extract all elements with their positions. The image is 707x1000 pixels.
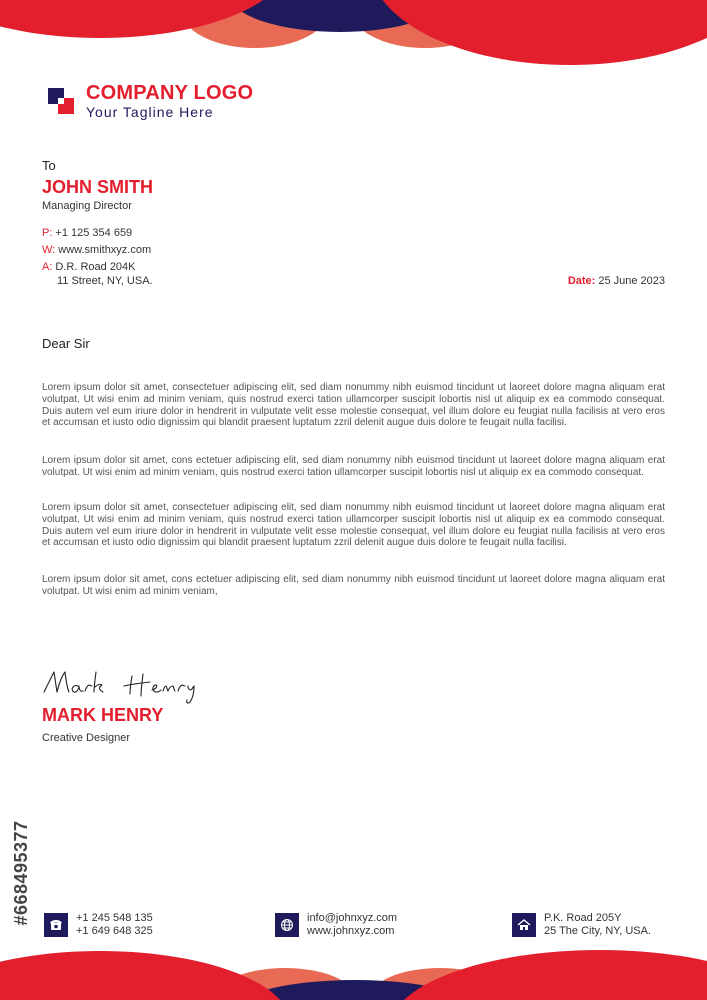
company-logo [46,82,253,120]
sender-name: MARK HENRY [42,705,164,725]
footer-address-1: P.K. Road 205Y [544,912,622,924]
footer-phone-2: +1 649 648 325 [76,924,153,937]
recipient-address [42,261,136,273]
footer-address-block [512,912,651,937]
salutation: Dear Sir [42,336,90,351]
body-paragraph-4: Lorem ipsum dolor sit amet, cons ectetuer adipiscing elit, sed diam nonummy nibh euismod tincidunt ut laoreet dolore magna aliquam erat volutpat. Ut wisi enim ad minim veniam, [42,574,665,597]
web-key: W: [42,244,56,256]
footer-email[interactable]: info@johnxyz.com [307,912,398,924]
footer-phone-1: +1 245 548 135 [76,912,153,924]
footer-address-2: 25 The City, NY, USA. [544,924,651,937]
globe-icon [275,913,299,937]
date-label: Date: [567,275,596,287]
address-key: A: [42,261,53,273]
recipient-phone [42,227,132,239]
home-icon [512,913,536,937]
to-label: To [42,158,56,173]
footer-website[interactable]: www.johnxyz.com [307,924,395,937]
letter-date [568,275,665,287]
body-paragraph-3: Lorem ipsum dolor sit amet, consectetuer adipiscing elit, sed diam nonummy nibh euismod tincidunt ut laoreet dolore magna aliquam erat volutpat. Ut wisi enim ad minim veniam, quis nostrud exerci tation ullamcorper suscipit lobortis nisl ut aliquip ex ea commodo consequat. Duis autem vel eum iriure dolor in hendrerit in vulputate velit esse molestie consequat, vel illum dolore eu feugiat nulla facilisis at vero eros et accumsan et iusto odio dignissim qui blandit praesent luptatum zzril delenit augue duis dolore te feugait nulla facilisi. [42,502,665,549]
recipient-name: JOHN SMITH [42,177,154,197]
sender-title: Creative Designer [42,732,131,744]
recipient-title: Managing Director [42,200,132,212]
logo-title: COMPANY LOGO [86,82,254,104]
logo-squares-icon [46,86,76,116]
web-value: www.smithxyz.com [58,244,152,256]
footer-web-block [275,912,397,937]
body-paragraph-2: Lorem ipsum dolor sit amet, cons ectetuer adipiscing elit, sed diam nonummy nibh euismod tincidunt ut laoreet dolore magna aliquam erat volutpat. Ut wisi enim ad minim veniam, quis nostrud exerci tation ullamcorper suscipit lobortis nisl ut aliquip ex ea commodo consequat. [42,455,665,478]
header-wave-decoration [0,0,707,80]
phone-value: +1 125 354 659 [55,227,133,239]
address-line2: 11 Street, NY, USA. [57,275,153,287]
footer-wave-decoration [0,948,707,1000]
logo-tagline: Your Tagline Here [86,104,214,120]
footer-phone-block [44,912,153,937]
date-value: 25 June 2023 [598,275,665,287]
phone-icon [44,913,68,937]
body-paragraph-1: Lorem ipsum dolor sit amet, consectetuer adipiscing elit, sed diam nonummy nibh euismod tincidunt ut laoreet dolore magna aliquam erat volutpat. Ut wisi enim ad minim veniam, quis nostrud exerci tation ullamcorper suscipit lobortis nisl ut aliquip ex ea commodo consequat. Duis autem vel eum iriure dolor in hendrerit in vulputate velit esse molestie consequat, vel illum dolore eu feugiat nulla facilisis at vero eros et accumsan et iusto odio dignissim qui blandit praesent luptatum zzril delenit augue duis dolore te feugait nulla facilisi. [42,382,665,429]
address-line1: D.R. Road 204K [55,261,136,273]
recipient-web [42,244,151,256]
phone-key: P: [42,227,53,239]
stock-id-text: #668495377 [10,820,31,926]
handwritten-signature [40,662,220,706]
